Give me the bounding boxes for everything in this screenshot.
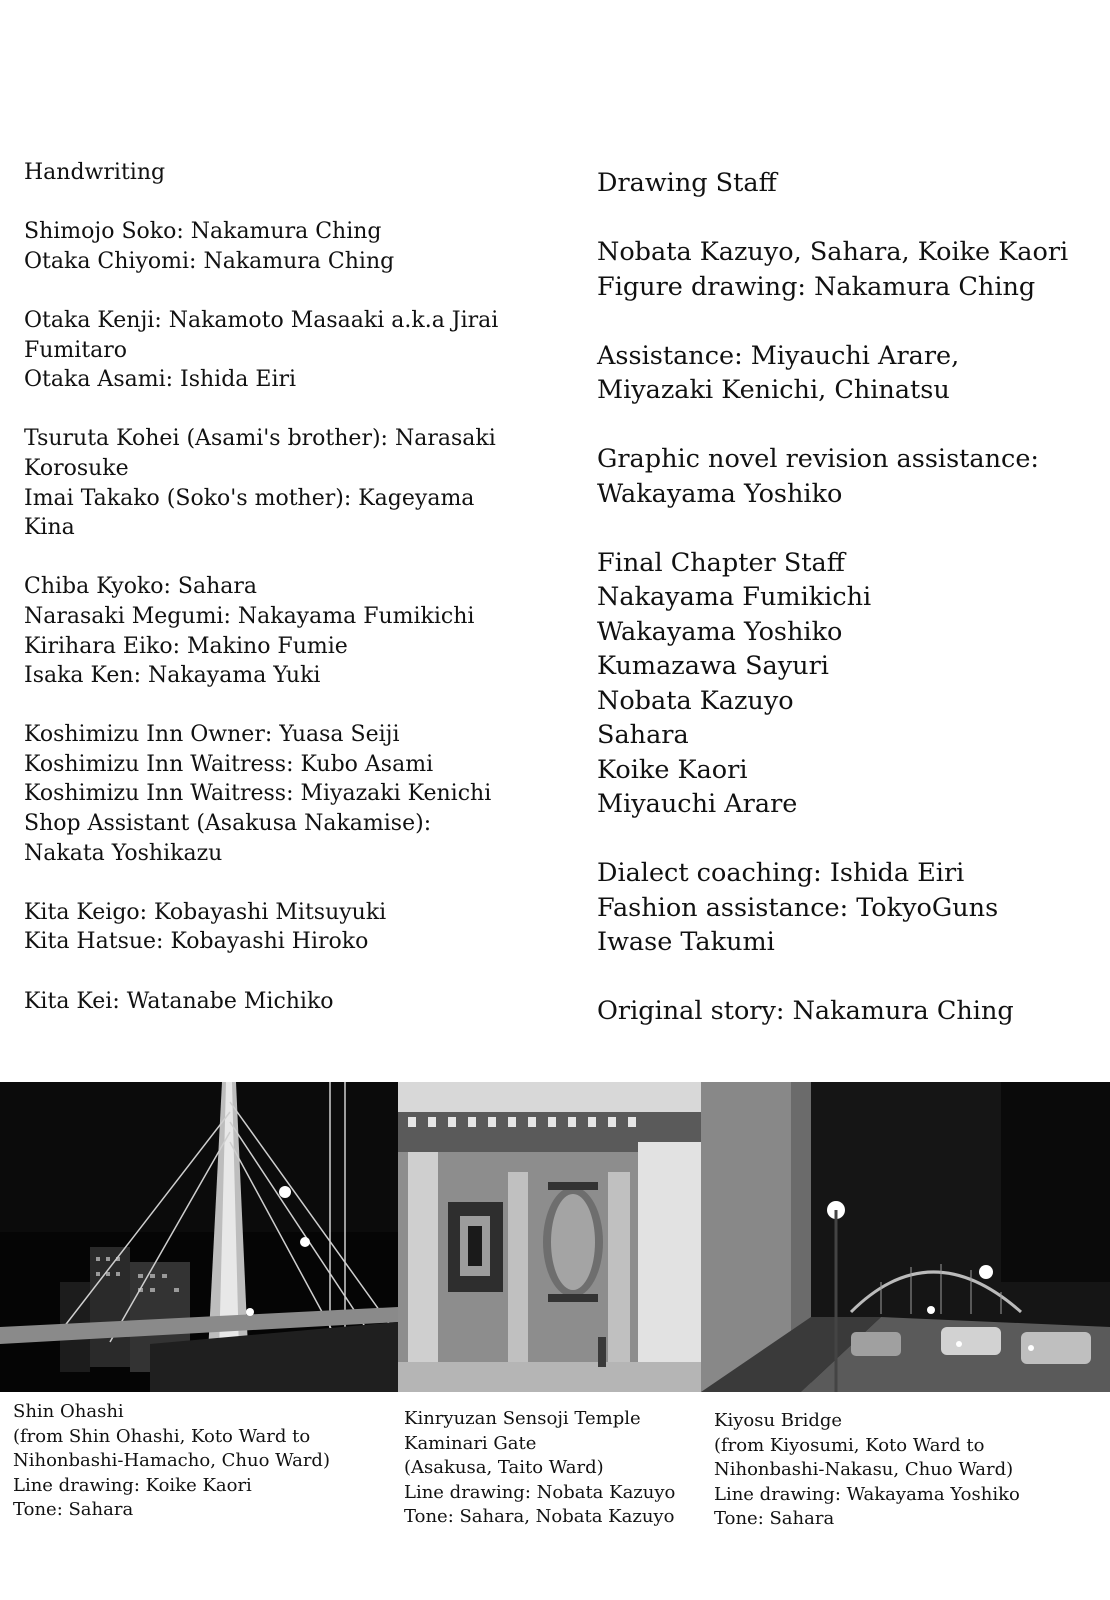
caption-title: Kinryuzan Sensoji Temple: [404, 1408, 641, 1429]
credit-line: Miyazaki Kenichi, Chinatsu: [597, 375, 950, 405]
spacer: [24, 276, 554, 306]
spacer: [597, 511, 1097, 546]
credit-line: Assistance: Miyauchi Arare,: [597, 340, 960, 371]
kiyosu-bridge-photo: [701, 1082, 1110, 1392]
caption-line: Line drawing: Nobata Kazuyo: [404, 1481, 676, 1503]
credit-line: Kita Kei: Watanabe Michiko: [24, 988, 334, 1014]
kiyosu-bridge-caption: [714, 1409, 1094, 1532]
drawing-staff-heading: Drawing Staff: [597, 168, 777, 198]
caption-line: Nihonbashi-Hamacho, Chuo Ward): [13, 1450, 330, 1471]
shin-ohashi-caption: [13, 1400, 393, 1523]
caption-line: Tone: Sahara: [714, 1508, 835, 1529]
credit-line: Korosuke: [24, 455, 129, 481]
credit-line: Wakayama Yoshiko: [597, 478, 843, 509]
credit-line: Nakayama Fumikichi: [597, 582, 872, 612]
credit-line: Kirihara Eiko: Makino Fumie: [24, 633, 348, 659]
credit-line: Narasaki Megumi: Nakayama Fumikichi: [24, 603, 475, 629]
credit-line: Chiba Kyoko: Sahara: [24, 574, 258, 600]
spacer: [597, 201, 1097, 236]
credit-line: Koshimizu Inn Waitress: Miyazaki Kenichi: [24, 781, 492, 807]
shin-ohashi-photo: [0, 1082, 398, 1392]
credit-line: Fashion assistance: TokyoGuns: [597, 892, 999, 923]
spacer: [597, 822, 1097, 857]
spacer: [24, 868, 554, 898]
credit-line: Kita Hatsue: Kobayashi Hiroko: [24, 929, 369, 955]
spacer: [597, 408, 1097, 443]
credit-line: Nakata Yoshikazu: [24, 840, 223, 866]
caption-line: Tone: Sahara, Nobata Kazuyo: [404, 1506, 675, 1527]
caption-line: Nihonbashi-Nakasu, Chuo Ward): [714, 1459, 1014, 1480]
caption-title: Shin Ohashi: [13, 1401, 124, 1422]
credit-line: Graphic novel revision assistance:: [597, 444, 1040, 474]
credit-line: Dialect coaching: Ishida Eiri: [597, 858, 965, 888]
credit-line: Koike Kaori: [597, 754, 748, 785]
credit-line: Koshimizu Inn Owner: Yuasa Seiji: [24, 722, 400, 748]
credit-line: Imai Takako (Soko's mother): Kageyama: [24, 485, 475, 511]
credit-line: Kita Keigo: Kobayashi Mitsuyuki: [24, 899, 387, 925]
caption-line: Line drawing: Wakayama Yoshiko: [714, 1483, 1020, 1505]
final-chapter-heading: Final Chapter Staff: [597, 547, 845, 578]
caption-line: Kaminari Gate: [404, 1432, 537, 1454]
credit-line: Nobata Kazuyo: [597, 685, 794, 716]
kaminari-gate-photo: [398, 1082, 701, 1392]
drawing-staff-credits: [597, 166, 1097, 1029]
caption-line: Tone: Sahara: [13, 1499, 134, 1520]
spacer: [24, 395, 554, 425]
credit-line: Fumitaro: [24, 337, 128, 363]
credit-line: Otaka Kenji: Nakamoto Masaaki a.k.a Jirai: [24, 307, 499, 333]
kaminari-gate-caption: [404, 1407, 704, 1530]
credit-line: Otaka Asami: Ishida Eiri: [24, 367, 297, 393]
credit-line: Kina: [24, 515, 75, 541]
spacer: [24, 543, 554, 573]
handwriting-heading: Handwriting: [24, 160, 166, 185]
credit-line: Miyauchi Arare: [597, 789, 798, 819]
credit-line: Otaka Chiyomi: Nakamura Ching: [24, 248, 395, 274]
caption-title: Kiyosu Bridge: [714, 1410, 843, 1431]
spacer: [24, 691, 554, 721]
spacer: [24, 188, 554, 218]
credit-line: Isaka Ken: Nakayama Yuki: [24, 663, 321, 689]
credit-line: Sahara: [597, 720, 689, 750]
original-story-credit: Original story: Nakamura Ching: [597, 996, 1014, 1026]
caption-line: (from Kiyosumi, Koto Ward to: [714, 1434, 985, 1456]
credit-line: Kumazawa Sayuri: [597, 651, 829, 681]
handwriting-credits: [24, 158, 554, 1016]
caption-line: (from Shin Ohashi, Koto Ward to: [13, 1425, 311, 1447]
caption-line: (Asakusa, Taito Ward): [404, 1457, 604, 1478]
credit-line: Shop Assistant (Asakusa Nakamise):: [24, 811, 432, 837]
credit-line: Tsuruta Kohei (Asami's brother): Narasaki: [24, 426, 496, 452]
spacer: [597, 960, 1097, 995]
credit-line: Wakayama Yoshiko: [597, 616, 843, 647]
credit-line: Iwase Takumi: [597, 927, 775, 957]
credit-line: Koshimizu Inn Waitress: Kubo Asami: [24, 751, 434, 777]
credit-line: Shimojo Soko: Nakamura Ching: [24, 219, 382, 245]
credit-line: Figure drawing: Nakamura Ching: [597, 271, 1036, 302]
caption-line: Line drawing: Koike Kaori: [13, 1474, 252, 1496]
photo-strip: [0, 1082, 1110, 1392]
spacer: [24, 957, 554, 987]
spacer: [597, 304, 1097, 339]
credit-line: Nobata Kazuyo, Sahara, Koike Kaori: [597, 237, 1069, 267]
